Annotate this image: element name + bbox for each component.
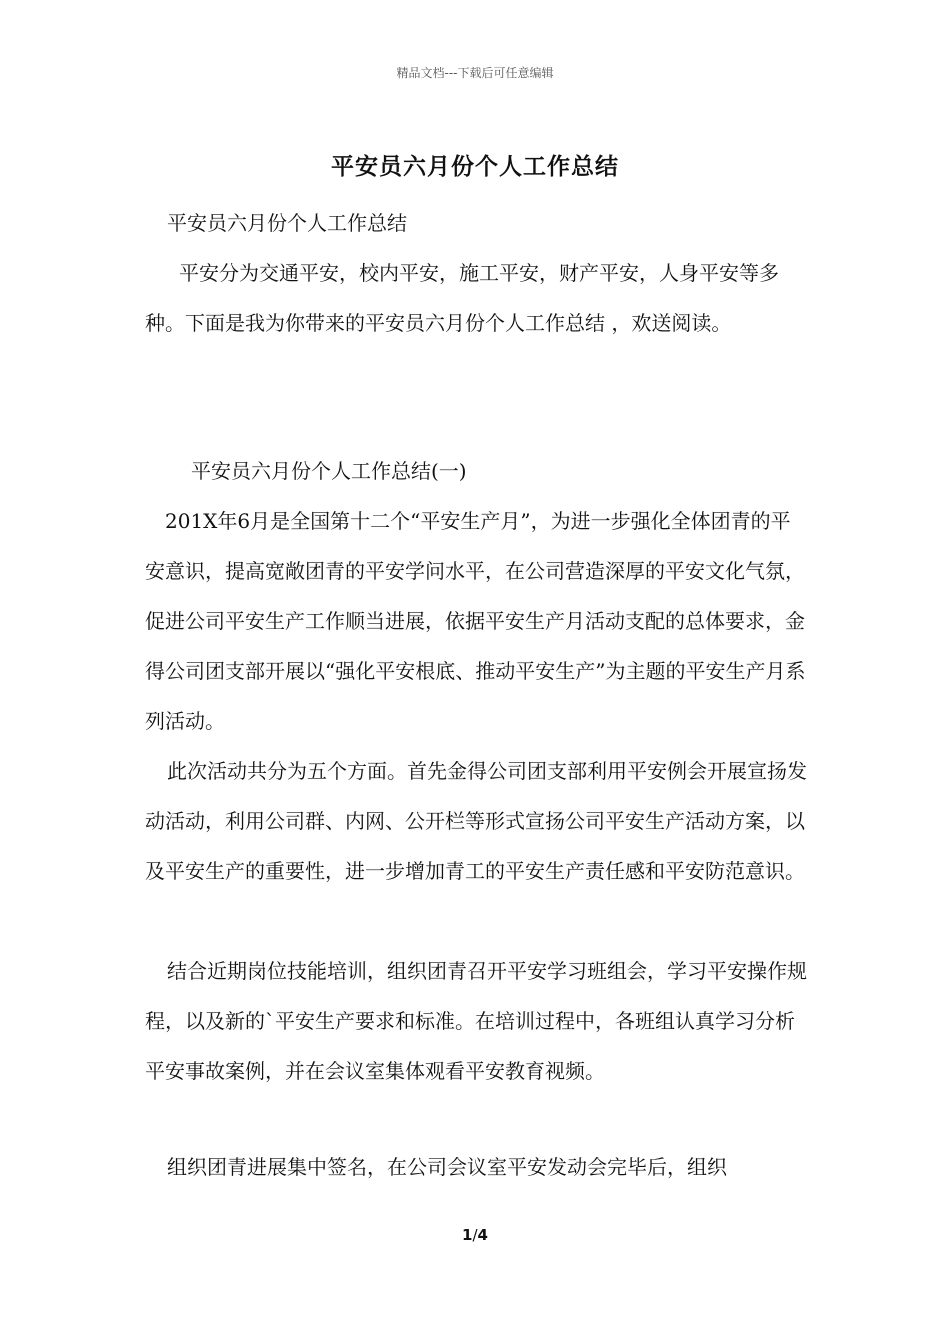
paragraph-text: 平安分为交通平安，校内平安，施工平安，财产平安，人身平安等多种。下面是我为你带来的平安员六月份个人工作总结 ，欢送阅读。 — [145, 261, 779, 335]
current-page: 1 — [462, 1226, 473, 1244]
document-title: 平安员六月份个人工作总结 — [331, 153, 619, 180]
paragraph-text: 结合近期岗位技能培训，组织团青召开平安学习班组会，学习平安操作规程，以及新的`平安生产要求和标准。在培训过程中，各班组认真学习分析平安事故案例，并在会议室集体观看平安教育视频。 — [145, 959, 807, 1083]
paragraph-five-aspects — [145, 746, 810, 896]
header-note: 精品文档---下载后可任意编辑 — [396, 66, 554, 80]
paragraph-subtitle — [145, 198, 810, 248]
paragraph-text: 平安员六月份个人工作总结 — [167, 211, 407, 235]
paragraph-signing — [145, 1142, 810, 1192]
total-pages: 4 — [477, 1226, 488, 1244]
page-separator: / — [472, 1226, 478, 1244]
paragraph-text: 此次活动共分为五个方面。首先金得公司团支部利用平安例会开展宣扬发动活动，利用公司群、内网、公开栏等形式宣扬公司平安生产活动方案，以及平安生产的重要性，进一步增加青工的平安生产责任感和平安防范意识。 — [145, 759, 807, 883]
paragraph-text: 组织团青进展集中签名，在公司会议室平安发动会完毕后，组织 — [167, 1155, 727, 1179]
paragraph-text: 201X年6月是全国第十二个“平安生产月”，为进一步强化全体团青的平安意识，提高宽敞团青的平安学问水平，在公司营造深厚的平安文化气氛，促进公司平安生产工作顺当进展，依据平安生产月活动支配的总体要求，金得公司团支部开展以“强化平安根底、推动平安生产”为主题的平安生产月系列活动。 — [145, 509, 806, 733]
page-number — [0, 1226, 950, 1244]
paragraph-training — [145, 946, 810, 1096]
paragraph-safety-month — [145, 496, 810, 746]
paragraph-text: 平安员六月份个人工作总结(一) — [191, 459, 467, 483]
paragraph-intro — [145, 248, 810, 348]
section-heading — [145, 446, 810, 496]
